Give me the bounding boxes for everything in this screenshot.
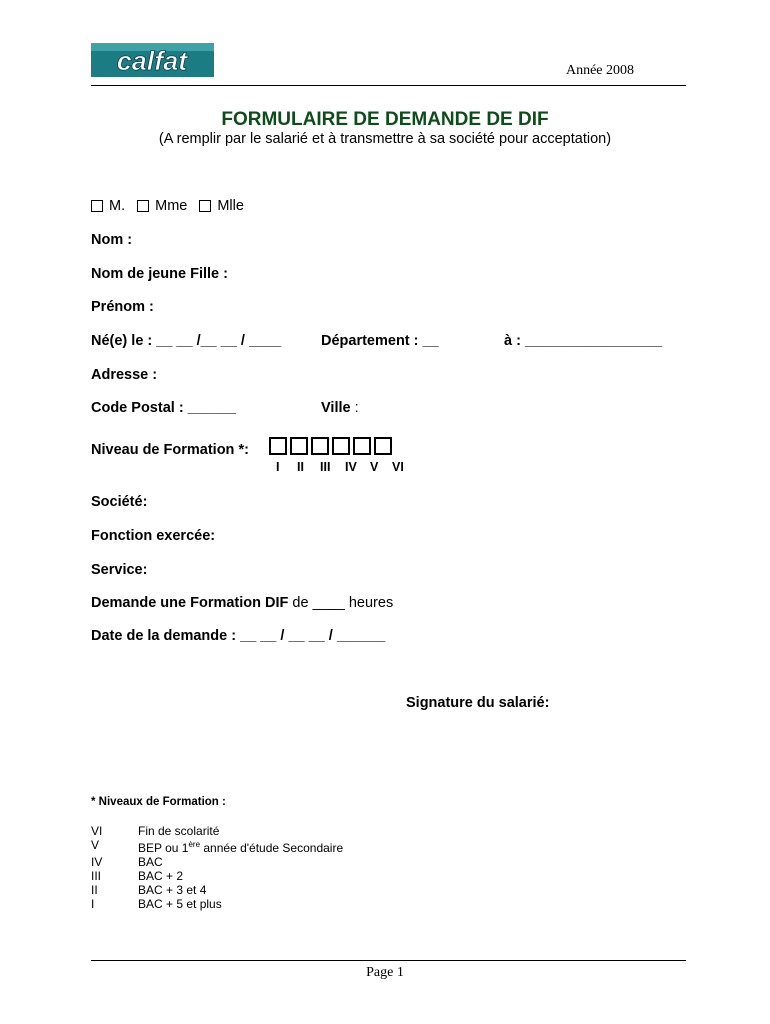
field-adresse[interactable]: Adresse : bbox=[91, 367, 158, 383]
level-row bbox=[91, 897, 343, 911]
niveau-checkbox-v[interactable] bbox=[353, 437, 371, 455]
civility-option-mlle[interactable] bbox=[199, 198, 244, 214]
niveau-label-v: V bbox=[370, 460, 379, 474]
niveau-label-iv: IV bbox=[345, 460, 357, 474]
field-code-postal[interactable]: Code Postal : ______ bbox=[91, 400, 237, 416]
niveau-label-ii: II bbox=[297, 460, 304, 474]
civility-label-m: M. bbox=[109, 198, 126, 214]
field-societe[interactable]: Société: bbox=[91, 494, 148, 510]
signature-label: Signature du salarié: bbox=[406, 695, 550, 711]
levels-title: * Niveaux de Formation : bbox=[91, 796, 226, 808]
level-row bbox=[91, 824, 343, 838]
level-desc: Fin de scolarité bbox=[138, 824, 220, 838]
demande-label: Demande une Formation DIF bbox=[91, 595, 289, 611]
checkbox-mlle[interactable] bbox=[199, 200, 211, 212]
level-desc: BAC + 2 bbox=[138, 869, 184, 883]
logo-text: calfat bbox=[116, 46, 188, 76]
civility-option-mme[interactable] bbox=[137, 198, 187, 214]
form-subtitle: (A remplir par le salarié et à transmettre à sa société pour acceptation) bbox=[158, 131, 612, 147]
level-code: III bbox=[91, 869, 102, 883]
checkbox-mme[interactable] bbox=[137, 200, 149, 212]
field-ville[interactable] bbox=[321, 400, 359, 416]
civility-label-mme: Mme bbox=[155, 198, 188, 214]
niveau-checkbox-iv[interactable] bbox=[332, 437, 350, 455]
level-row bbox=[91, 855, 343, 869]
ville-sep: : bbox=[350, 400, 359, 416]
field-lieu-naissance[interactable]: à : _________________ bbox=[504, 333, 663, 349]
footer-rule bbox=[91, 960, 686, 961]
level-code: V bbox=[91, 838, 100, 852]
field-fonction[interactable]: Fonction exercée: bbox=[91, 528, 216, 544]
field-niveau-formation: Niveau de Formation *: bbox=[91, 442, 249, 458]
niveau-label-i: I bbox=[276, 460, 280, 474]
field-date-naissance[interactable]: Né(e) le : __ __ /__ __ / ____ bbox=[91, 333, 282, 349]
levels-list bbox=[91, 824, 343, 911]
level-code: IV bbox=[91, 855, 103, 869]
level-desc: BEP ou 1ère année d'étude Secondaire bbox=[138, 840, 344, 855]
level-code: I bbox=[91, 897, 95, 911]
checkbox-m[interactable] bbox=[91, 200, 103, 212]
civility-options bbox=[91, 198, 256, 214]
civility-label-mlle: Mlle bbox=[217, 198, 244, 214]
field-service[interactable]: Service: bbox=[91, 562, 148, 578]
demande-heures: de ____ heures bbox=[288, 595, 394, 611]
niveau-checkbox-i[interactable] bbox=[269, 437, 287, 455]
level-code: II bbox=[91, 883, 98, 897]
civility-option-m[interactable] bbox=[91, 198, 125, 214]
niveau-checkbox-iii[interactable] bbox=[311, 437, 329, 455]
field-nom[interactable]: Nom : bbox=[91, 232, 133, 248]
field-date-demande[interactable]: Date de la demande : __ __ / __ __ / ______ bbox=[91, 628, 386, 644]
header-rule bbox=[91, 85, 686, 86]
page-number: Page 1 bbox=[366, 965, 404, 980]
level-row bbox=[91, 838, 343, 855]
level-desc: BAC + 3 et 4 bbox=[138, 883, 207, 897]
level-desc: BAC + 5 et plus bbox=[138, 897, 222, 911]
field-nom-jeune-fille[interactable]: Nom de jeune Fille : bbox=[91, 266, 228, 282]
niveau-label-iii: III bbox=[320, 460, 331, 474]
field-prenom[interactable]: Prénom : bbox=[91, 299, 154, 315]
level-row bbox=[91, 869, 343, 883]
year-label: Année 2008 bbox=[565, 63, 634, 78]
niveau-checkboxes bbox=[269, 437, 392, 455]
niveau-checkbox-ii[interactable] bbox=[290, 437, 308, 455]
level-desc: BAC bbox=[138, 855, 163, 869]
niveau-label-vi: VI bbox=[392, 460, 404, 474]
calfat-logo bbox=[91, 43, 214, 77]
ville-label: Ville bbox=[321, 400, 351, 416]
field-demande-formation[interactable] bbox=[91, 595, 393, 611]
niveau-checkbox-vi[interactable] bbox=[374, 437, 392, 455]
level-row bbox=[91, 883, 343, 897]
form-title: FORMULAIRE DE DEMANDE DE DIF bbox=[221, 109, 549, 130]
level-code: VI bbox=[91, 824, 103, 838]
field-departement[interactable]: Département : __ bbox=[321, 333, 439, 349]
